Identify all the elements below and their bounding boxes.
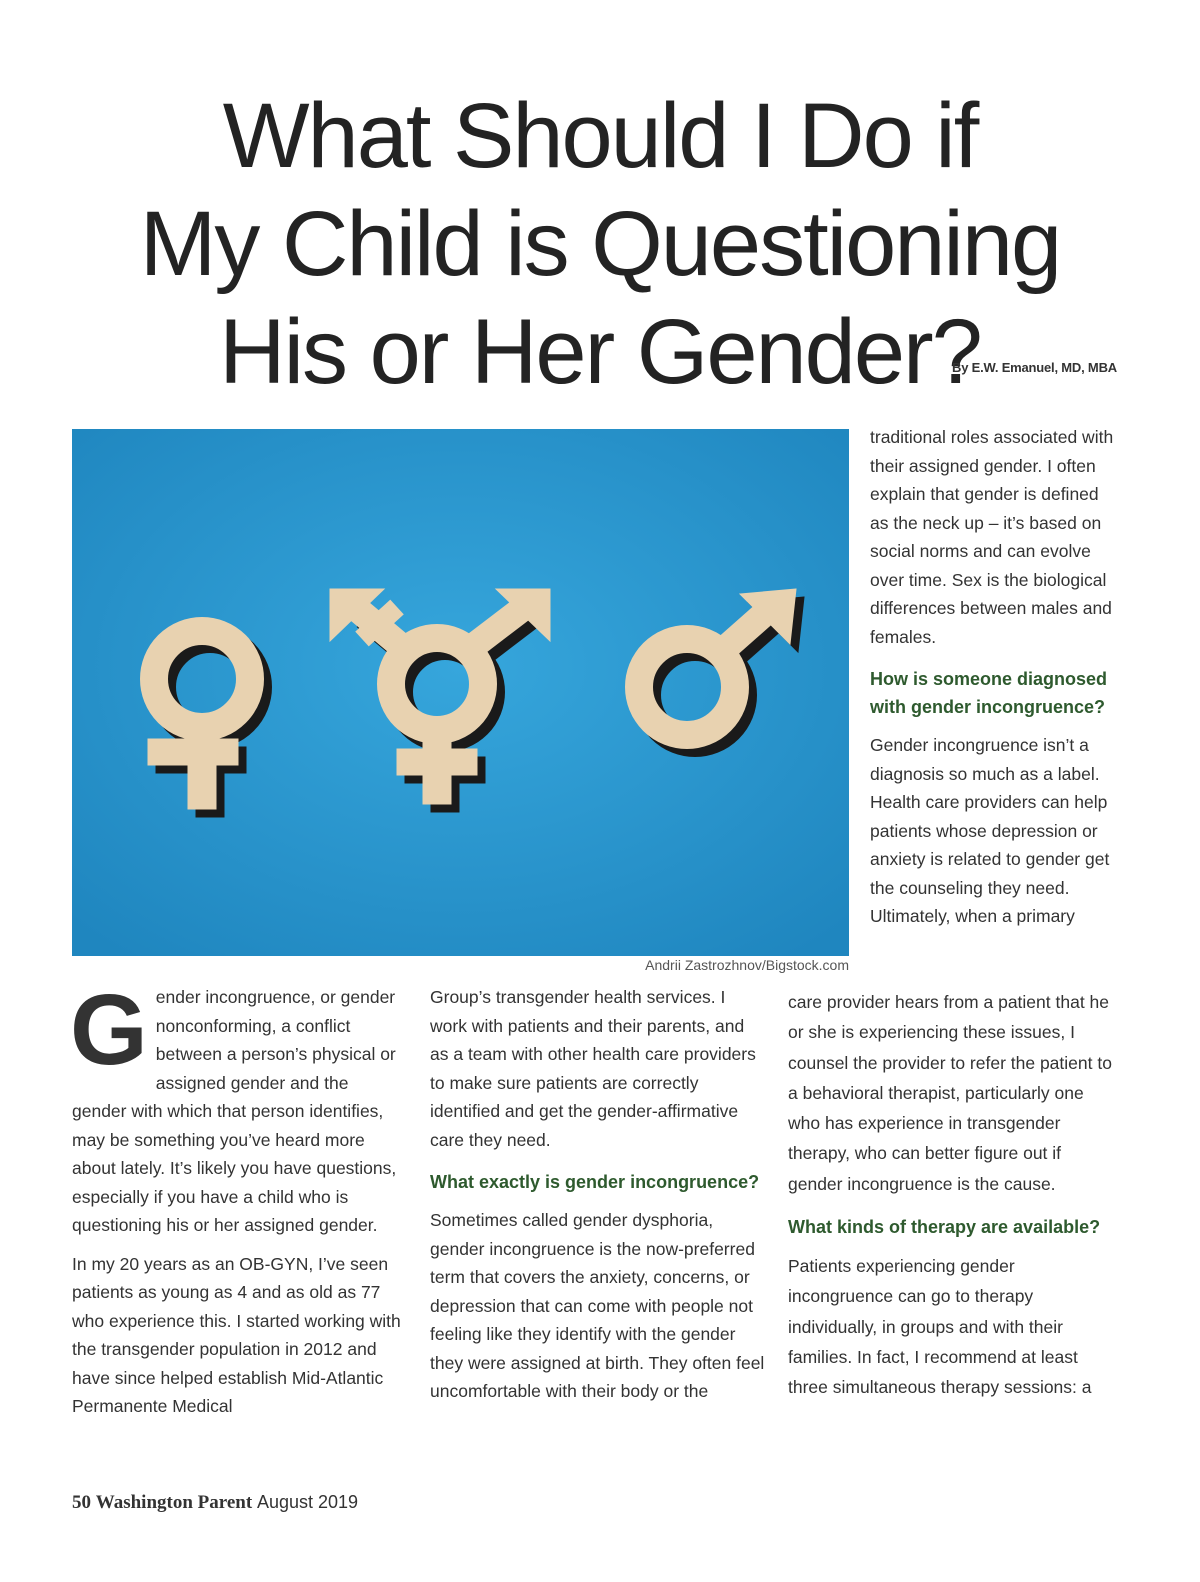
intro-text: ender incongruence, or gender nonconforming, a conflict between a person’s physical or assigned gender and the gender with which that person identifies, may be something you’ve heard more about lately. It’s likely you have questions, especially if you have a child who is questioning his or her assigned gender.: [72, 987, 397, 1235]
paragraph: Group’s transgender health services. I work with patients and their parents, and as a team with other health care providers to make sure patients are correctly identified and get the gender-affirmative care they need.: [430, 987, 756, 1150]
title-line-1: What Should I Do if: [222, 85, 978, 187]
title-line-2: My Child is Questioning: [139, 193, 1061, 295]
section-heading: How is someone diagnosed with gender incongruence?: [870, 669, 1108, 717]
drop-cap: G: [70, 974, 148, 1086]
magazine-name: Washington Parent: [95, 1492, 253, 1513]
issue-date: August 2019: [256, 1492, 359, 1512]
column-2: [430, 983, 765, 1406]
intro-paragraph: [70, 974, 402, 1240]
page-number: 50: [72, 1492, 91, 1513]
section-heading: What exactly is gender incongruence?: [430, 1172, 760, 1192]
paragraph: Sometimes called gender dysphoria, gender incongruence is the now-preferred term that covers the anxiety, concerns, or depression that can come with people not feeling like they identify with the gender they were assigned at birth. They often feel uncomfortable with their body or the: [430, 1210, 765, 1401]
column-3-top: [870, 423, 1115, 931]
paragraph: In my 20 years as an OB-GYN, I’ve seen patients as young as 4 and as old as 77 who experience this. I started working with the transgender population in 2012 and have since helped establish Mid-Atlantic Permanente Medical: [72, 1253, 401, 1416]
byline: By E.W. Emanuel, MD, MBA: [952, 360, 1117, 375]
paragraph: Patients experiencing gender incongruence can go to therapy individually, in groups and with their families. In fact, I recommend at least three simultaneous therapy sessions: a: [788, 1256, 1092, 1398]
paragraph: Gender incongruence isn’t a diagnosis so much as a label. Health care providers can help patients whose depression or anxiety is related to gender get the counseling they need. Ultimately, when a primary: [870, 735, 1110, 926]
column-3-bottom: [788, 987, 1118, 1403]
column-1: [70, 974, 402, 1421]
paragraph: care provider hears from a patient that he or she is experiencing these issues, I counsel the provider to refer the patient to a behavioral therapist, particularly one who has experience in transgender therapy, who can better figure out if gender incongruence is the cause.: [788, 992, 1112, 1194]
gender-symbols-photo: [72, 429, 849, 956]
section-heading: What kinds of therapy are available?: [788, 1217, 1101, 1238]
article-title: [0, 82, 1200, 406]
title-line-3: His or Her Gender?: [219, 301, 981, 403]
photo-credit: Andrii Zastrozhnov/Bigstock.com: [645, 957, 849, 973]
paragraph: traditional roles associated with their assigned gender. I often explain that gender is defined as the neck up – it’s based on social norms and can evolve over time. Sex is the biological differences between males and females.: [870, 427, 1114, 647]
page-footer: [72, 1492, 358, 1514]
